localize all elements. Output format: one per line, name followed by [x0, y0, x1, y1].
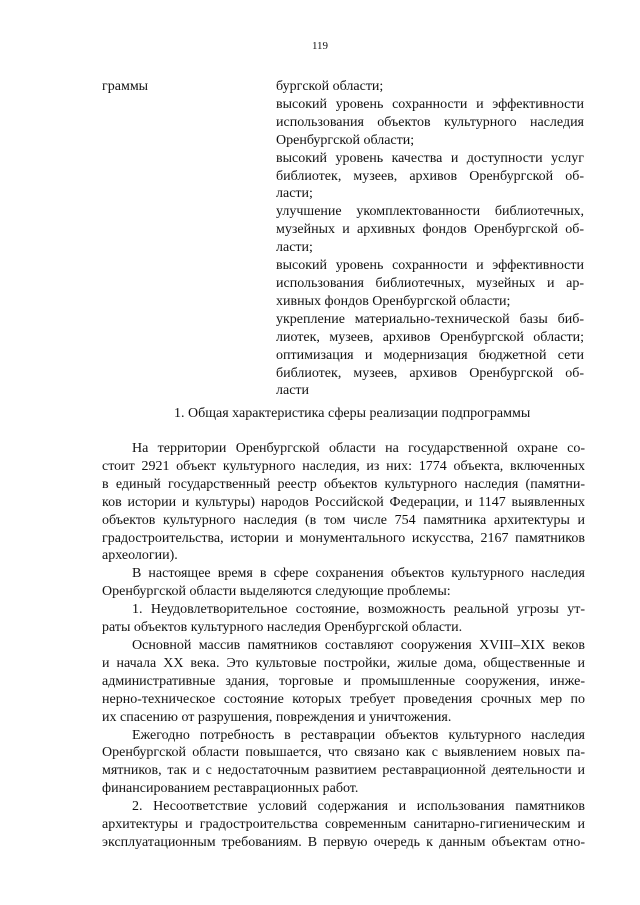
text-line: 2. Несоответствие условий содержания и использования памятников — [132, 799, 585, 815]
section-heading: 1. Общая характеристика сферы реализации подпрограммы — [174, 406, 531, 421]
paragraph — [102, 601, 585, 637]
right-column-goals — [276, 78, 584, 400]
text-line: Ежегодно потребность в реставрации объектов культурного наследия — [132, 727, 585, 743]
goal-line: высокий уровень качества и доступности услуг — [276, 150, 584, 166]
goal-line: библиотек, музеев, архивов Оренбургской об- — [276, 365, 584, 381]
text-line: Основной массив памятников составляют сооружения XVIII–XIX веков — [132, 637, 585, 653]
text-line: Оренбургской области повышается, что связано как с выявлением новых па- — [102, 745, 585, 761]
goal-line: хивных фондов Оренбургской области; — [276, 293, 511, 309]
text-line: археологии). — [102, 548, 178, 564]
page-number: 119 — [311, 40, 329, 52]
goal-line: оптимизация и модернизация бюджетной сети — [276, 347, 584, 363]
goal-line: укрепление материально-технической базы биб- — [276, 311, 584, 327]
paragraph — [102, 727, 585, 799]
goal-line: лиотек, музеев, архивов Оренбургской области; — [276, 329, 584, 345]
text-line: их спасению от разрушения, повреждения и уничтожения. — [102, 709, 452, 725]
paragraph — [102, 798, 585, 852]
text-line: административные здания, торговые и промышленные сооружения, инже- — [102, 673, 585, 689]
goal-line: ласти; — [276, 186, 313, 202]
text-line: архитектуры и градостроительства современным санитарно-гигиеническим и — [102, 817, 585, 833]
goal-line: ласти — [276, 383, 310, 399]
goal-line: библиотек, музеев, архивов Оренбургской об- — [276, 168, 584, 184]
text-line: 1. Неудовлетворительное состояние, возможность реальной угрозы ут- — [132, 602, 585, 618]
body-text — [102, 440, 585, 852]
text-line: мятников, так и с недостаточным развитием реставрационной деятельности и — [102, 763, 585, 779]
text-line: нерно-техническое состояние которых требует проведения срочных мер по — [102, 691, 585, 707]
text-line: градостроительства, истории и монументального искусства, 2167 памятников — [102, 530, 585, 546]
text-line: объектов культурного наследия (в том числе 754 памятника архитектуры и — [102, 512, 585, 528]
text-line: эксплуатационным требованиям. В первую очередь к данным объектам отно- — [102, 834, 585, 850]
goal-line: ласти; — [276, 240, 313, 256]
text-line: финансированием реставрационных работ. — [102, 781, 359, 797]
text-line: В настоящее время в сфере сохранения объектов культурного наследия — [132, 566, 585, 582]
left-column-label: граммы — [102, 79, 149, 94]
paragraph — [102, 565, 585, 601]
goal-line: музейных и архивных фондов Оренбургской об- — [276, 222, 584, 238]
text-line: раты объектов культурного наследия Оренбургской области. — [102, 620, 463, 636]
text-line: ков истории и культуры) народов Российской Федерации, и 1147 выявленных — [102, 494, 585, 510]
goal-line: высокий уровень сохранности и эффективности — [276, 96, 584, 112]
goal-line: использования библиотечных, музейных и ар- — [276, 275, 584, 291]
goal-line: бургской области; — [276, 79, 384, 94]
text-line: На территории Оренбургской области на государственной охране со- — [132, 441, 585, 456]
goal-line: Оренбургской области; — [276, 132, 415, 148]
goal-line: использования объектов культурного наследия — [276, 114, 584, 130]
text-line: стоит 2921 объект культурного наследия, из них: 1774 объекта, включенных — [102, 458, 585, 474]
paragraph — [102, 637, 585, 727]
text-line: Оренбургской области выделяются следующие проблемы: — [102, 584, 451, 600]
goal-line: улучшение укомплектованности библиотечных, — [276, 204, 584, 220]
paragraph — [102, 440, 585, 565]
text-line: в единый государственный реестр объектов культурного наследия (памятни- — [102, 476, 585, 492]
goal-line: высокий уровень сохранности и эффективности — [276, 258, 584, 274]
text-line: и начала XX века. Это культовые постройки, жилые дома, общественные и — [102, 655, 585, 671]
